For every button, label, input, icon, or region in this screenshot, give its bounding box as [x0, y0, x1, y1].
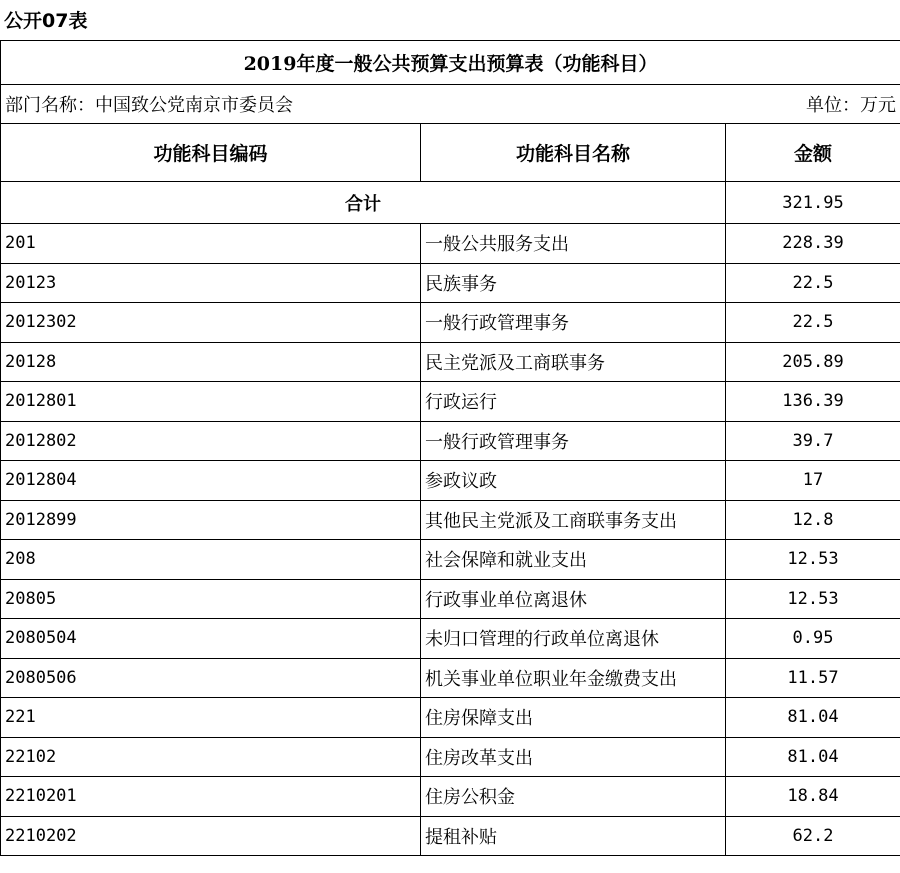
title-row	[1, 41, 900, 85]
row-amount: 22.5	[726, 263, 900, 303]
table-row	[1, 224, 900, 264]
row-code: 221	[1, 698, 421, 738]
table-row	[1, 777, 900, 817]
total-row	[1, 182, 900, 224]
table-row	[1, 698, 900, 738]
header-row	[1, 124, 900, 182]
row-name: 参政议政	[421, 461, 726, 501]
row-amount: 12.53	[726, 540, 900, 580]
row-code: 2012802	[1, 421, 421, 461]
table-row	[1, 461, 900, 501]
row-amount: 11.57	[726, 658, 900, 698]
row-code: 2012801	[1, 382, 421, 422]
row-amount: 228.39	[726, 224, 900, 264]
total-amount: 321.95	[726, 182, 900, 224]
table-row	[1, 382, 900, 422]
row-amount: 39.7	[726, 421, 900, 461]
row-amount: 62.2	[726, 816, 900, 856]
row-code: 2080506	[1, 658, 421, 698]
row-code: 2012302	[1, 303, 421, 343]
row-amount: 0.95	[726, 619, 900, 659]
row-amount: 18.84	[726, 777, 900, 817]
table-row	[1, 303, 900, 343]
table-title: 2019年度一般公共预算支出预算表（功能科目）	[1, 41, 900, 85]
dept-row	[1, 85, 900, 124]
table-row	[1, 421, 900, 461]
row-code: 201	[1, 224, 421, 264]
row-code: 2012804	[1, 461, 421, 501]
total-label: 合计	[1, 182, 726, 224]
row-amount: 22.5	[726, 303, 900, 343]
row-amount: 81.04	[726, 698, 900, 738]
row-name: 民主党派及工商联事务	[421, 342, 726, 382]
row-name: 行政运行	[421, 382, 726, 422]
row-name: 社会保障和就业支出	[421, 540, 726, 580]
table-tag: 公开07表	[4, 10, 88, 32]
row-name: 其他民主党派及工商联事务支出	[421, 500, 726, 540]
row-code: 208	[1, 540, 421, 580]
header-name: 功能科目名称	[421, 124, 726, 182]
header-amount: 金额	[726, 124, 900, 182]
row-amount: 136.39	[726, 382, 900, 422]
row-code: 20805	[1, 579, 421, 619]
row-name: 一般行政管理事务	[421, 303, 726, 343]
row-name: 住房公积金	[421, 777, 726, 817]
row-name: 一般公共服务支出	[421, 224, 726, 264]
table-row	[1, 737, 900, 777]
header-code: 功能科目编码	[1, 124, 421, 182]
row-code: 20128	[1, 342, 421, 382]
table-row	[1, 579, 900, 619]
department-label: 部门名称：中国致公党南京市委员会	[1, 85, 726, 124]
row-code: 2080504	[1, 619, 421, 659]
row-name: 民族事务	[421, 263, 726, 303]
row-amount: 81.04	[726, 737, 900, 777]
row-code: 2210201	[1, 777, 421, 817]
row-name: 提租补贴	[421, 816, 726, 856]
row-amount: 12.8	[726, 500, 900, 540]
row-name: 行政事业单位离退休	[421, 579, 726, 619]
row-name: 一般行政管理事务	[421, 421, 726, 461]
table-row	[1, 540, 900, 580]
table-row	[1, 619, 900, 659]
row-name: 住房保障支出	[421, 698, 726, 738]
unit-label: 单位：万元	[726, 85, 900, 124]
row-code: 22102	[1, 737, 421, 777]
budget-table	[0, 40, 900, 856]
row-name: 未归口管理的行政单位离退休	[421, 619, 726, 659]
row-amount: 17	[726, 461, 900, 501]
row-amount: 205.89	[726, 342, 900, 382]
row-code: 20123	[1, 263, 421, 303]
table-row	[1, 500, 900, 540]
table-row	[1, 816, 900, 856]
table-row	[1, 342, 900, 382]
row-name: 住房改革支出	[421, 737, 726, 777]
row-amount: 12.53	[726, 579, 900, 619]
row-code: 2210202	[1, 816, 421, 856]
row-code: 2012899	[1, 500, 421, 540]
row-name: 机关事业单位职业年金缴费支出	[421, 658, 726, 698]
table-row	[1, 263, 900, 303]
table-row	[1, 658, 900, 698]
